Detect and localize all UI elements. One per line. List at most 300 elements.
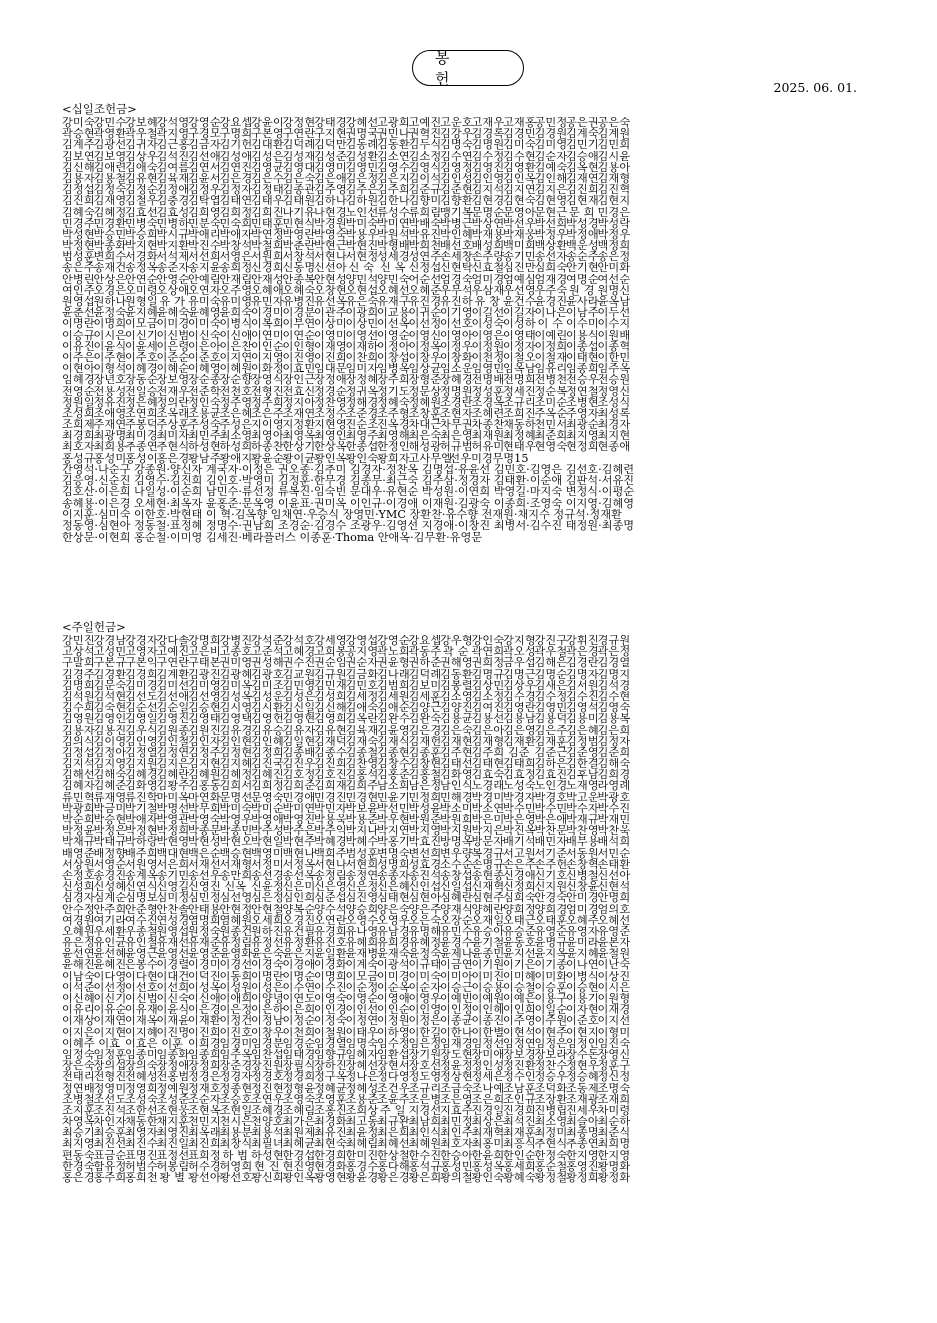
member-name: 진경희 [503, 1104, 536, 1117]
member-name: 박영관 [156, 814, 190, 826]
member-name: 박경미 [471, 791, 505, 803]
member-name: 곽오성 [503, 646, 536, 658]
member-name: 이명란 [62, 318, 95, 330]
name-row [62, 139, 880, 150]
member-name: 김계주 [62, 139, 95, 151]
member-name: 박유진 [408, 228, 442, 241]
member-name: 엄미경 [566, 903, 599, 915]
member-name: 성세경 [377, 251, 410, 263]
member-name: 장주희 [377, 374, 410, 386]
member-name: 최경화 [314, 1116, 347, 1128]
member-name: 이주은 [62, 351, 95, 364]
member-name: 한상기 [282, 441, 316, 453]
member-name: 홍은경 [62, 1172, 95, 1184]
member-name: 김진희 [62, 195, 95, 207]
member-name: 김미조 [251, 679, 284, 691]
member-name: 이규태 [408, 959, 442, 971]
member-name: 정혜균 [314, 1082, 347, 1094]
member-name: 유재준 [188, 937, 221, 949]
member-name: 이금연 [440, 959, 473, 971]
member-name: 서경화 [125, 251, 158, 263]
member-name: 정상현 [440, 1071, 473, 1083]
member-name: 정진환 [503, 1060, 536, 1072]
member-name: 송종자 [377, 869, 410, 882]
member-name: 강윤이 [251, 117, 284, 129]
member-name: 최석진 [503, 1116, 536, 1128]
member-name: 송정연 [345, 869, 379, 882]
member-name: 안태용 [188, 903, 221, 915]
member-name: 양복순 [282, 903, 316, 915]
member-name: 이준순 [156, 351, 190, 364]
member-name: 여기라 [93, 914, 127, 926]
member-name: 최은영 [440, 430, 473, 442]
member-name: 조덕화 [534, 1082, 568, 1094]
member-name: 오혜준 [408, 284, 442, 296]
member-name: 김준규 [408, 184, 442, 196]
name-row [62, 792, 880, 803]
member-name: 강지형 [503, 635, 536, 647]
member-name: 임유리 [534, 363, 568, 375]
member-name: 주영자 [566, 407, 599, 420]
member-name: 강영순 [188, 117, 221, 129]
name-row [62, 657, 880, 668]
member-name: 허영희 [219, 1160, 253, 1172]
name-row [62, 374, 880, 385]
member-name: 김한나 [377, 195, 410, 207]
member-name: 윤영선 [156, 948, 190, 960]
member-name: 안미화 [597, 262, 631, 274]
member-name: 김지은 [534, 184, 568, 196]
member-name: 서정미 [251, 858, 284, 870]
member-name: 김명숙 [440, 139, 473, 151]
member-name: 박원준 [408, 814, 442, 826]
name-row [62, 1038, 880, 1049]
member-name: 장순종 [188, 374, 221, 386]
member-name: 박정우 [534, 228, 568, 241]
member-name: 김후남 [566, 769, 599, 781]
member-name: 이정건 [219, 1015, 253, 1027]
name-row [62, 173, 880, 184]
member-name: 김영진 [471, 161, 505, 173]
member-name: 유인균 [93, 937, 127, 949]
member-name: 곽우철 [125, 128, 158, 140]
member-name: 김정우 [188, 184, 221, 196]
member-name: 장정애 [314, 374, 347, 386]
member-name: 최경희 [62, 430, 95, 442]
member-name: 이성은 [251, 981, 284, 993]
member-name: 홍석규 [408, 1160, 442, 1172]
member-name: 조경옥 [471, 396, 505, 408]
member-name: 우세환 [93, 925, 127, 938]
member-name: 정혜성 [345, 1082, 379, 1094]
member-name: 김정희 [251, 746, 284, 759]
member-name: 이정숙 [314, 1015, 347, 1027]
member-name: 김수정 [534, 690, 568, 703]
member-name: 구본규 [93, 657, 127, 669]
member-name: 김영수 [377, 161, 410, 173]
member-name: 김동환 [377, 139, 410, 151]
member-name: 권해영 [440, 657, 473, 669]
member-name: 최소영 [219, 430, 253, 442]
member-name: 한경숙 [62, 1160, 95, 1172]
member-name: 유진호 [314, 937, 347, 949]
member-name: 정찬영 [314, 396, 347, 408]
member-name: 이시은 [93, 329, 127, 341]
member-name: 신정희 [503, 881, 536, 893]
member-name: 문명선 [219, 791, 253, 803]
member-name: 조창훈 [408, 407, 442, 420]
member-name: 김현재 [566, 195, 599, 207]
member-name: 마연화 [188, 791, 221, 803]
member-name: 송정림 [314, 869, 347, 882]
member-name: 유은숙 [345, 296, 379, 308]
member-name: 박현일 [251, 836, 284, 848]
member-name: 최필녀 [251, 1138, 284, 1150]
member-name: 이지선 [597, 1015, 631, 1027]
member-name: 전병천 [534, 374, 568, 386]
member-name: 장현서 [377, 1060, 410, 1072]
member-name: 민분숙 [188, 217, 221, 229]
member-name: 황선아 [188, 1172, 221, 1184]
member-name: 서상원 [62, 858, 95, 870]
member-name: 유재선 [156, 937, 190, 949]
member-name: 이창섭 [377, 351, 410, 364]
name-row [62, 747, 880, 758]
member-name: 안미경 [566, 892, 599, 904]
member-name: 고예진 [156, 646, 190, 658]
member-name: 박선민 [377, 802, 410, 814]
name-row [62, 825, 880, 836]
member-name: 윤영화 [219, 948, 253, 960]
member-name: 양민숙 [377, 273, 410, 285]
member-name: 장미애 [471, 1048, 505, 1061]
member-name: 김성운 [251, 690, 284, 703]
member-name: 안수정 [62, 903, 95, 915]
member-name: 김양근 [408, 702, 442, 714]
member-name: 조병철 [62, 1093, 95, 1105]
member-name: 김성재 [282, 150, 316, 162]
member-name: 정경호 [251, 1071, 284, 1083]
member-name: 홍경수 [345, 1160, 379, 1172]
member-name: 서재형 [219, 858, 253, 870]
member-name: 김소정 [471, 690, 505, 703]
member-name: 이창우 [251, 1026, 284, 1038]
member-name: 김경열 [597, 657, 631, 669]
member-name: 김선애 [188, 150, 221, 162]
member-name: 주봉덕 [125, 419, 158, 431]
member-name: 전천호 [219, 385, 253, 397]
member-name: 원하나 [93, 296, 127, 308]
member-name: 박성락 [597, 217, 631, 229]
member-name: 임정선 [471, 1037, 505, 1049]
member-name: 정주영 [219, 396, 253, 408]
member-name: 김은혜 [566, 724, 599, 736]
name-row [62, 1083, 880, 1094]
member-name: 조규리 [408, 1082, 442, 1094]
member-name: 김혜자 [62, 780, 95, 792]
member-name: 윤종민 [471, 948, 505, 960]
member-name: 김완숙 [408, 713, 442, 725]
member-name: 표명진 [125, 1149, 158, 1161]
member-name: 한상옥 [314, 441, 347, 453]
member-name: 박광희 [62, 802, 95, 814]
member-name: 민병하 [156, 217, 190, 229]
member-name: 이명희 [314, 970, 347, 982]
member-name: 문 희 [569, 206, 595, 218]
member-name: 현경화 [314, 1160, 347, 1172]
member-name: 이광석 [377, 959, 410, 971]
member-name: 박경원 [314, 217, 347, 229]
member-name: 한경섭 [282, 1149, 316, 1161]
member-name: 김영택 [219, 713, 253, 725]
member-name: 박원희 [440, 814, 473, 826]
member-name: 황혜숙 [503, 1172, 536, 1184]
member-name: 윤혜숙 [156, 307, 190, 319]
member-name: 이철오 [503, 351, 536, 364]
member-name: 박우현 [377, 814, 410, 826]
member-name: 정세은 [471, 1071, 505, 1083]
member-name: 이용식 [566, 329, 599, 341]
member-name: 이예은 [503, 993, 536, 1005]
member-name: 최영옥 [282, 430, 316, 442]
member-name: 심선영 [219, 892, 253, 904]
member-name: 민정희 [408, 791, 442, 803]
member-name: 박기철 [125, 802, 158, 814]
name-row [62, 780, 880, 791]
member-name: 정혜숙 [377, 396, 410, 408]
member-name: 맹기복 [440, 206, 473, 218]
member-name: 황정화 [597, 1172, 631, 1184]
member-name: 김찬영 [345, 758, 379, 770]
member-name: 오은숙 [408, 914, 442, 926]
member-name: 이정은 [408, 1015, 442, 1027]
section-heading: <주일헌금> [62, 620, 126, 634]
member-name: 박수자 [566, 802, 599, 814]
member-name: 이한별 [471, 1026, 505, 1038]
member-name: 최정미 [534, 1127, 568, 1139]
member-name: 이지현 [93, 1026, 127, 1038]
member-name: 오혜선 [597, 914, 631, 926]
member-name: 전명배 [471, 374, 505, 386]
member-name: 박지나 [345, 825, 379, 837]
member-name: 백은순 [188, 847, 221, 859]
member-name: 박미숙 [219, 802, 253, 814]
member-name: 연성경 [156, 914, 190, 926]
member-name: 양승희 [345, 903, 379, 915]
member-name: 고성민 [93, 646, 127, 658]
member-name: 김유현 [125, 172, 158, 185]
member-name: 이진명 [156, 1026, 190, 1038]
member-name: 하종찬 [251, 441, 284, 453]
member-name: 정영신 [597, 385, 631, 397]
member-name: 김혜원 [188, 769, 221, 781]
member-name: 조윤주 [377, 1093, 410, 1105]
member-name: 김인영 [125, 735, 158, 747]
member-name: 정원일 [62, 396, 95, 408]
member-name: 황남주 [188, 452, 221, 464]
member-name: 박소미 [440, 802, 473, 814]
member-name: 이진영 [282, 351, 316, 364]
member-name: 윤건수 [503, 296, 536, 308]
member-name: 조은병 [408, 1093, 442, 1105]
member-name: 이윤세 [125, 340, 158, 352]
member-name: 김태연 [219, 195, 253, 207]
member-name: 주성숙 [188, 419, 221, 431]
member-name: 박승현 [93, 814, 127, 826]
member-name: 김경원 [534, 128, 568, 140]
member-name: 임혜경 [62, 374, 95, 386]
member-name: 임경열 [314, 1037, 347, 1049]
member-name: 신윤정 [251, 881, 284, 893]
member-name: 차무권 [440, 419, 473, 431]
member-name: 조은혜 [219, 407, 253, 420]
member-name: 최지영 [62, 1138, 95, 1150]
member-name: 이연도 [282, 993, 316, 1005]
member-name: 노인경 [534, 780, 568, 792]
member-name: 유 창 [474, 296, 500, 308]
member-name: 임혜자 [345, 1048, 379, 1061]
member-name: 이예빈 [440, 993, 473, 1005]
member-name: 황인숙 [345, 452, 379, 464]
member-name: 신 숙 [348, 262, 374, 274]
member-name: 이인선 [345, 1004, 379, 1016]
member-name: 장혜경 [440, 374, 473, 386]
member-name: 임영민 [471, 363, 505, 375]
member-name: 박용준 [345, 814, 379, 826]
member-name: 김재현 [440, 735, 473, 747]
name-row [62, 408, 880, 419]
name-row [62, 769, 880, 780]
member-name: 여수진 [125, 914, 158, 926]
member-name: 임정훈 [93, 1048, 127, 1061]
member-name: 조순자 [188, 1093, 221, 1105]
member-name: 이다현 [125, 970, 158, 982]
member-name: 윤혜진 [93, 959, 127, 971]
member-name: 손주헌 [534, 858, 568, 870]
member-name: 김영균 [251, 161, 284, 173]
member-name: 채동하 [503, 419, 536, 431]
member-name: 박태규 [93, 836, 127, 848]
member-name: 박경자 [503, 791, 536, 803]
member-name: 백희주 [314, 847, 347, 859]
member-name: 조혜경 [251, 1104, 284, 1117]
member-name: 박진수 [188, 240, 221, 252]
member-name: 민경애 [282, 791, 316, 803]
member-name: 김용균 [440, 713, 473, 725]
member-name: 나현경 [314, 206, 347, 218]
member-name: 임찬섭 [251, 1048, 284, 1061]
member-name: 이현석 [503, 1026, 536, 1038]
member-name: 범성훈 [62, 251, 95, 263]
member-name: 황정철 [534, 1172, 568, 1184]
member-name: 우주숙 [534, 284, 568, 296]
member-name: 장정혜 [345, 374, 379, 386]
member-name: 이주원 [534, 1015, 568, 1027]
member-name: 이예원 [471, 993, 505, 1005]
member-name: 구본익 [125, 657, 158, 669]
name-row [62, 926, 880, 937]
member-name: 임향규 [314, 1048, 347, 1061]
member-name: 손정호 [62, 869, 95, 882]
member-name: 남인식 [440, 780, 473, 792]
member-name: 박창석 [219, 240, 253, 252]
member-name: 윤해진 [62, 959, 95, 971]
member-name: 엄재경 [534, 273, 568, 285]
member-name: 김성애 [219, 150, 253, 162]
member-name: 김혜정 [219, 769, 253, 781]
member-name: 김정열 [125, 746, 158, 759]
member-name: 최진수 [125, 1138, 158, 1150]
member-name: 박은미 [471, 814, 505, 826]
member-name: 이지혜 [125, 1026, 158, 1038]
member-name: 홍주희 [93, 1172, 127, 1184]
member-name: 박애리 [188, 228, 221, 241]
member-name: 이기영 [440, 307, 473, 319]
member-name: 김귀자 [125, 139, 158, 151]
member-name: 이복희 [251, 318, 284, 330]
member-name: 이순정 [345, 981, 379, 993]
member-name: 배영준 [62, 847, 95, 859]
member-name: 우종철 [125, 925, 158, 938]
member-name: 김시윤 [597, 150, 631, 162]
member-name: 홍순철 [534, 1160, 568, 1172]
name-row [62, 1138, 880, 1149]
member-name: 김영숙 [597, 702, 631, 714]
member-name: 송만희 [219, 869, 253, 882]
member-name: 박영란 [282, 228, 316, 241]
member-name: 김효정 [503, 769, 536, 781]
member-name: 이승용 [471, 981, 505, 993]
member-name: 이상진 [597, 970, 631, 982]
member-name: 오혜숙 [282, 284, 316, 296]
member-name: 이경화 [314, 959, 347, 971]
member-name: 이창화 [440, 351, 473, 364]
member-name: 김나래 [377, 668, 410, 680]
name-row [62, 419, 880, 430]
member-name: 정종현 [219, 1082, 253, 1094]
member-name: 이모금 [125, 318, 158, 330]
member-name: 임정연 [503, 1037, 536, 1049]
member-name: 천시은 [219, 1116, 253, 1128]
member-name: 이정우 [440, 340, 473, 352]
member-name: 최지영 [566, 430, 599, 442]
member-name: 이남숙 [62, 970, 95, 982]
member-name: 최지현 [597, 430, 631, 442]
member-name: 고재우 [471, 117, 505, 129]
member-name: 이승현 [566, 981, 599, 993]
member-name: 이은아 [188, 340, 221, 352]
name-row [62, 814, 880, 825]
member-name: 장의섭 [93, 1060, 127, 1072]
member-name: 강민수 [93, 117, 127, 129]
member-name: 이준호 [566, 1015, 599, 1027]
member-name: 이형석 [93, 363, 127, 375]
member-name: 홍성민 [440, 1160, 473, 1172]
member-name: 차영옥 [62, 1116, 95, 1128]
member-name: 박찬영 [566, 825, 599, 837]
member-name: 김희서 [219, 780, 253, 792]
member-name: 오주영 [219, 284, 253, 296]
member-name: 정세진 [503, 385, 536, 397]
member-name: 정혜원 [408, 396, 442, 408]
member-name: 박영애 [251, 814, 284, 826]
member-name: 강병진 [219, 635, 253, 647]
member-name: 김애순 [377, 702, 410, 714]
member-name: 김영일 [125, 713, 158, 725]
member-name: 김정자 [597, 735, 631, 747]
member-name: 김정주 [188, 746, 221, 759]
member-name: 최창식 [219, 1138, 253, 1150]
